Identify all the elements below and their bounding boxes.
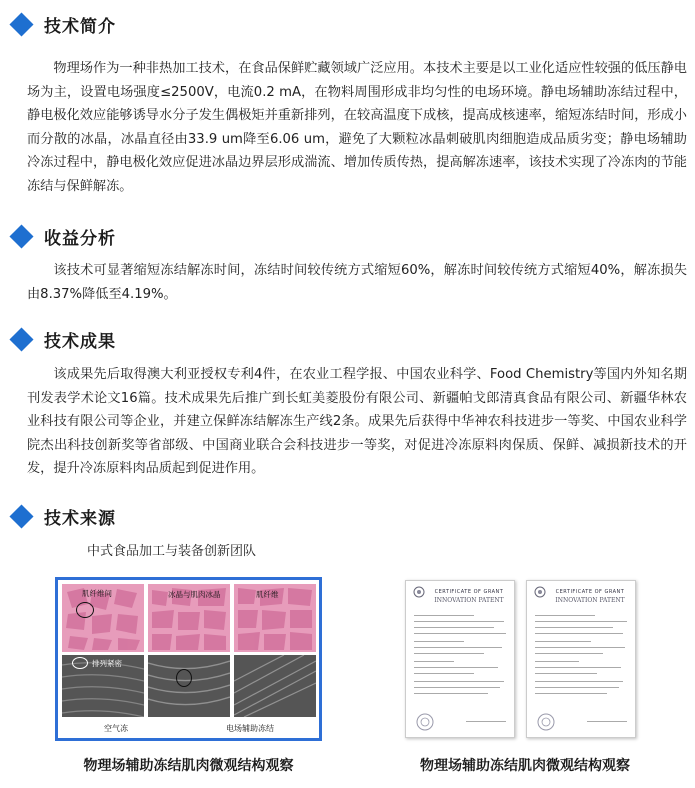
microstructure-figure xyxy=(55,577,322,741)
section-header-benefit xyxy=(8,222,116,250)
micro-label: 肌纤维间 xyxy=(82,589,112,598)
section-title: 技术来源 xyxy=(44,508,116,529)
sem-image-2 xyxy=(148,655,230,717)
right-figure-caption: 物理场辅助冻结肌肉微观结构观察 xyxy=(420,758,630,774)
team-name: 中式食品加工与装备创新团队 xyxy=(87,544,257,559)
patent-certificate-1 xyxy=(405,580,515,738)
section-title: 收益分析 xyxy=(44,228,116,249)
micro-label: 冰晶与肌肉冰晶 xyxy=(168,590,221,599)
micro-caption-air: 空气冻 xyxy=(104,724,128,733)
section-header-source xyxy=(8,502,116,530)
seal-icon xyxy=(416,713,434,731)
left-figure-caption: 物理场辅助冻结肌肉微观结构观察 xyxy=(83,758,294,774)
highlight-ellipse xyxy=(176,669,192,687)
highlight-ellipse xyxy=(76,602,94,618)
achievements-paragraph: 该成果先后取得澳大利亚授权专利4件，在农业工程学报、中国农业科学、Food Chemistry等国内外知名期刊发表学术论文16篇。技术成果先后推广到长虹美菱股份有限公司、新疆帕戈郎清真食品有限公司、新疆华林农业科技有限公司等企业，并建立保鲜冻结解冻生产线2条。成果先后获得中华神农科技进步一等奖、中国农业科学院杰出科技创新奖等省部级、中国商业联合会科技进步一等奖，对促进冷冻原料肉保质、保鲜、减损新技术的开发，提升冷冻原料肉品质起到促进作用。 xyxy=(27,367,687,477)
he-image-3 xyxy=(234,584,316,652)
section-title: 技术简介 xyxy=(44,16,116,37)
certificate-subtitle: INNOVATION PATENT xyxy=(434,597,504,604)
certificate-title: CERTIFICATE OF GRANT xyxy=(434,589,504,595)
highlight-ellipse xyxy=(72,657,88,669)
sem-image-1 xyxy=(62,655,144,717)
intro-paragraph: 物理场作为一种非热加工技术，在食品保鲜贮藏领域广泛应用。本技术主要是以工业化适应性较强的低压静电场为主，设置电场强度≤2500V，电流0.2 mA，在物料周围形成非均匀性的电场环境。静电场辅助冻结过程中，静电极化效应能够诱导水分子发生偶极矩并重新排列，在较高温度下成核，提高成核速率，缩短冻结时间，形成小而分散的冰晶，冰晶直径由33.9 um降至6.06 um，避免了大颗粒冰晶刺破肌肉细胞造成品质劣变；静电场辅助冷冻过程中，静电极化效应促进冰晶边界层形成湍流、增加传质传热，提高解冻速率，该技术实现了冷冻肉的节能冻结与保鲜解冻。 xyxy=(27,61,687,194)
micro-caption-field: 电场辅助冻结 xyxy=(226,724,274,733)
diamond-bullet-icon xyxy=(9,12,33,36)
diamond-bullet-icon xyxy=(9,504,33,528)
section-title: 技术成果 xyxy=(44,331,116,352)
diamond-bullet-icon xyxy=(9,224,33,248)
diamond-bullet-icon xyxy=(9,327,33,351)
seal-icon xyxy=(537,713,555,731)
micro-label: 排列紧密 xyxy=(92,659,122,668)
certificate-title: CERTIFICATE OF GRANT xyxy=(555,589,625,595)
sem-image-3 xyxy=(234,655,316,717)
micro-label: 肌纤维 xyxy=(256,590,279,599)
he-image-2 xyxy=(148,584,230,652)
section-header-intro xyxy=(8,10,116,38)
benefit-paragraph: 该技术可显著缩短冻结解冻时间，冻结时间较传统方式缩短60%，解冻时间较传统方式缩短40%，解冻损失由8.37%降低至4.19%。 xyxy=(27,263,687,302)
he-image-1 xyxy=(62,584,144,652)
patent-certificates-figure xyxy=(400,577,646,742)
certificate-subtitle: INNOVATION PATENT xyxy=(555,597,625,604)
patent-certificate-2 xyxy=(526,580,636,738)
section-header-achievements xyxy=(8,325,116,353)
